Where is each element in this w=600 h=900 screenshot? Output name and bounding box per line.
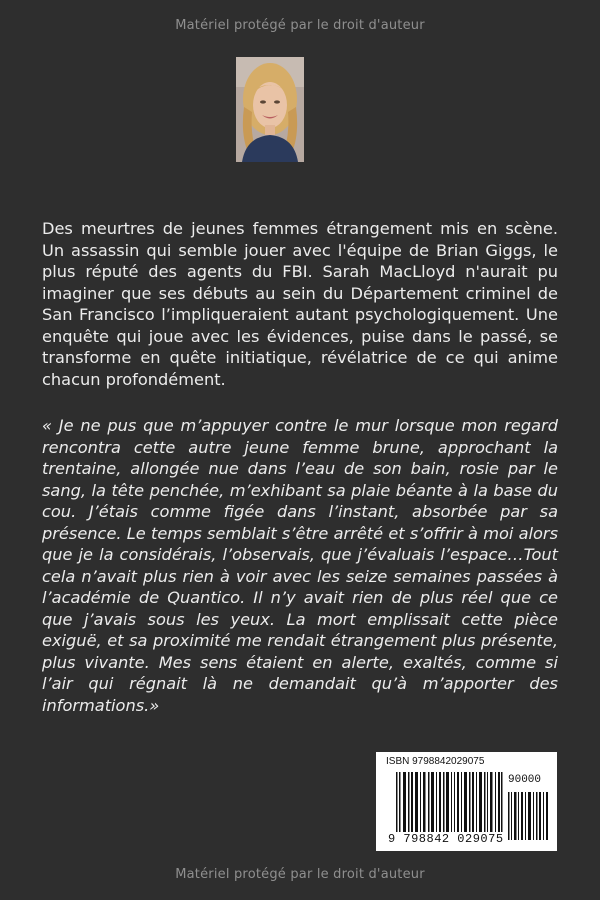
book-excerpt: « Je ne pus que m’appuyer contre le mur lorsque mon regard rencontra cette autre jeune femme brune, approchant la trentaine, allongée nue dans l’eau de son bain, rosie par le sang, la tête penchée, m’exhibant sa plaie béante à la base du cou. J’étais comme figée dans l’instant, absorbée par sa présence. Le temps semblait s’être arrêté et s’offrir à moi alors que je la considérais, l’observais, que j’évaluais l’espace…Tout cela n’avait plus rien à voir avec les seize semaines passées à l’académie de Quantico. Il n’y avait rien de plus réel que ce que j’avais sous les yeux. La mort emplissait cette pièce exiguë, et sa proximité me rendait étrangement plus présente, plus vivante. Mes sens étaient en alerte, exaltés, comme si l’air qui régnait là ne demandait qu’à m’apporter des informations.» xyxy=(42,416,558,715)
author-photo xyxy=(236,57,304,162)
price-code: 90000 xyxy=(508,774,542,786)
back-cover-blurb: Des meurtres de jeunes femmes étrangement mis en scène. Un assassin qui semble jouer avec l'équipe de Brian Giggs, le plus réputé des agents du FBI. Sarah MacLloyd n'aurait pu imaginer que ses débuts au sein du Département criminel de San Francisco l’impliqueraient autant psychologiquement. Une enquête qui joue avec les évidences, puise dans le passé, se transforme en quête initiatique, révélatrice de ce qui anime chacun profondément. xyxy=(42,219,558,389)
isbn-label: ISBN 9798842029075 xyxy=(386,756,485,767)
copyright-watermark-top: Matériel protégé par le droit d'auteur xyxy=(175,18,425,33)
barcode-digits: 9 798842 029075 xyxy=(388,832,504,846)
copyright-watermark-bottom: Matériel protégé par le droit d'auteur xyxy=(175,867,425,882)
isbn-barcode xyxy=(376,752,557,851)
